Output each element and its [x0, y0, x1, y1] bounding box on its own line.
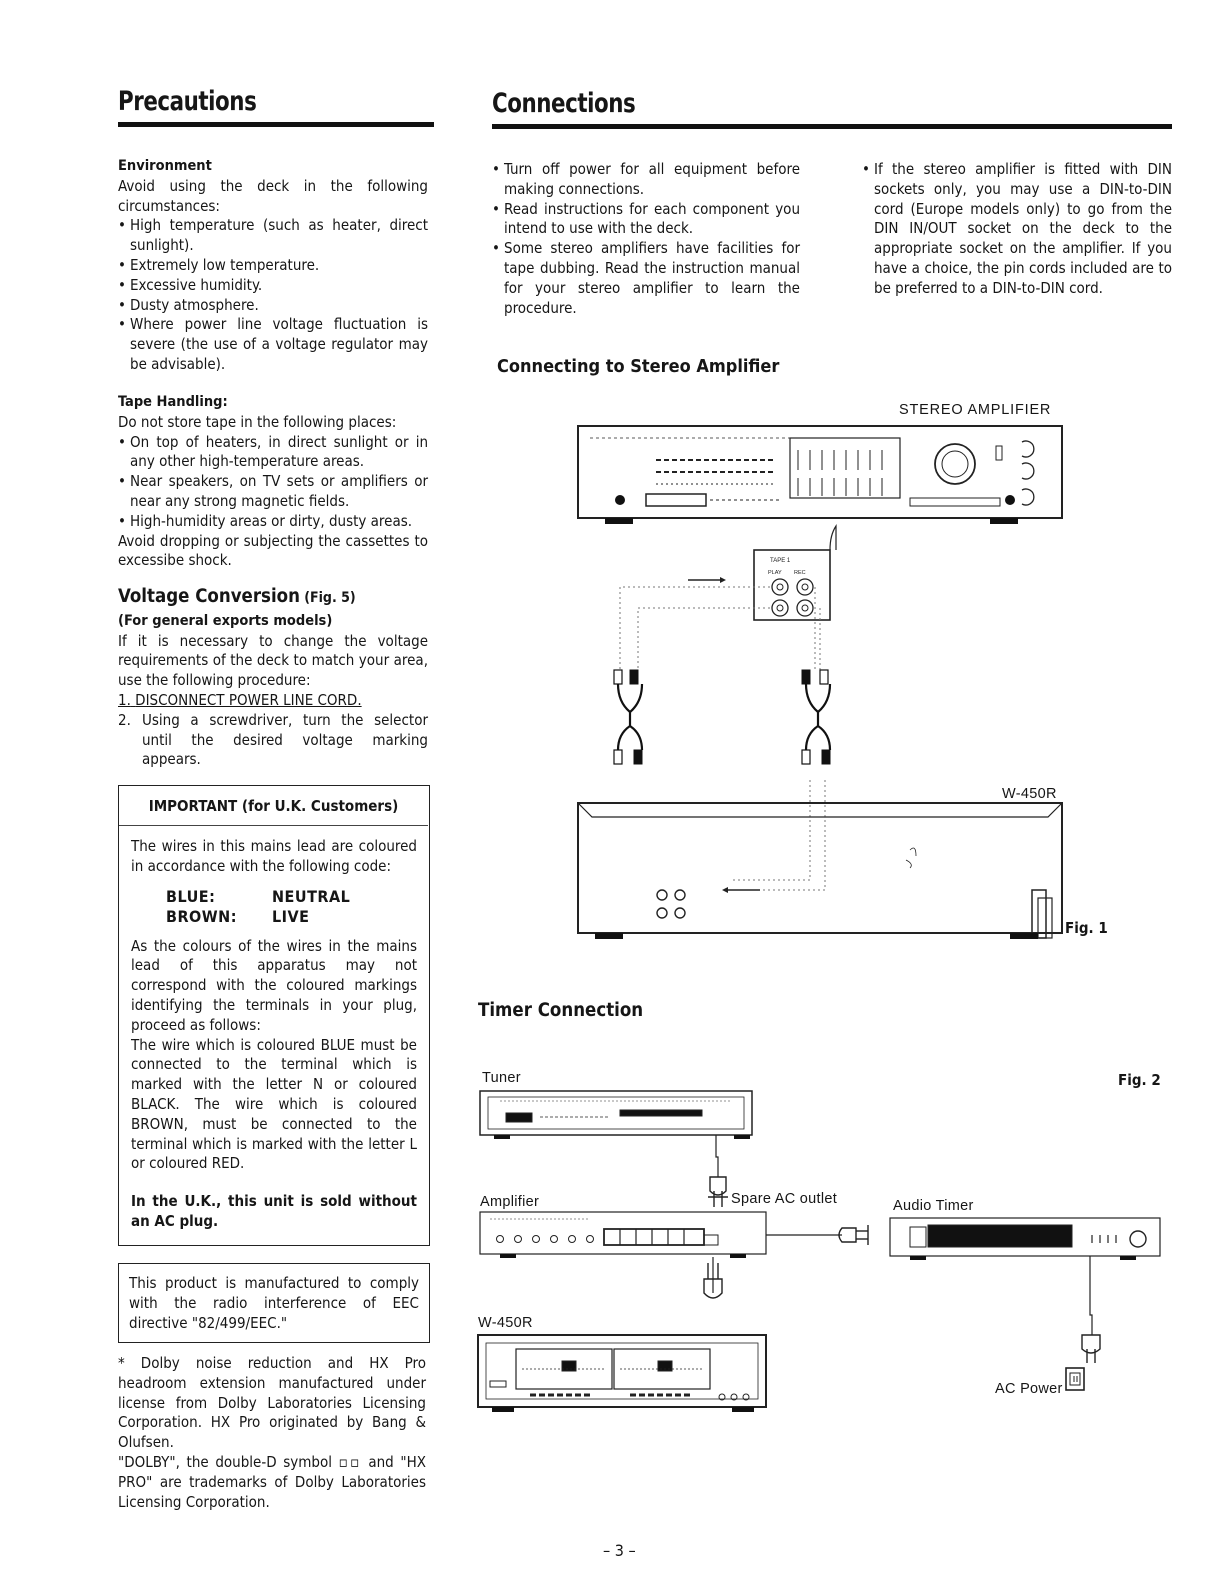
- amp-foot-left: [605, 518, 633, 524]
- deck-foot-right: [1010, 933, 1038, 939]
- tape-handling-section: [118, 393, 428, 571]
- audio-timer-drawing: [890, 1218, 1160, 1256]
- ac-power-label: AC Power: [995, 1381, 1063, 1397]
- connections-right-text: [862, 160, 1172, 299]
- audio-timer-label: Audio Timer: [893, 1198, 974, 1214]
- deck-front-drawing: [478, 1335, 766, 1407]
- arrow-to-deck-head: [722, 887, 728, 893]
- deck-foot-left: [595, 933, 623, 939]
- list-item: [118, 691, 428, 711]
- right-rca-cable-drawing: [802, 670, 830, 764]
- wire-code-table: [166, 887, 417, 927]
- deck-front-foot-left: [492, 1407, 514, 1412]
- tuner-foot-right: [734, 1135, 750, 1139]
- list-item: • Read instructions for each component you intend to use with the deck.: [492, 200, 800, 240]
- amp-fig2-foot-right: [730, 1254, 746, 1258]
- left-rca-cable-drawing: [614, 670, 642, 764]
- page-number: – 3 –: [603, 1541, 636, 1560]
- tape-handling-intro: Do not store tape in the following places:: [118, 412, 397, 431]
- step-text: Using a screwdriver, turn the selector until the desired voltage marking appears.: [142, 710, 428, 769]
- dolby-para2: "DOLBY", the double-D symbol ▫▫ and "HX PRO" are trademarks of Dolby Laboratories Licensing Corporation.: [118, 1452, 426, 1511]
- list-item: • Excessive humidity.: [118, 276, 428, 296]
- tuner-drawing: [480, 1091, 752, 1135]
- important-heading: IMPORTANT (for U.K. Customers): [148, 797, 399, 815]
- list-item: • Extremely low temperature.: [118, 256, 428, 276]
- rec-label: REC: [794, 570, 806, 576]
- amplifier-label: Amplifier: [480, 1194, 540, 1210]
- voltage-section: [118, 587, 428, 770]
- list-item: • Some stereo amplifiers have facilities for tape dubbing. Read the instruction manual for your stereo amplifier to learn the procedure.: [492, 239, 800, 318]
- precautions-rule: [118, 122, 434, 127]
- spare-ac-outlet-label: Spare AC outlet: [731, 1191, 838, 1207]
- important-header: [119, 786, 428, 826]
- tuner-power-cord: [716, 1135, 718, 1177]
- deck-rear-drawing: [578, 803, 1062, 938]
- step-text: DISCONNECT POWER LINE CORD.: [135, 690, 362, 709]
- tuner-foot-left: [494, 1135, 510, 1139]
- connections-title: Connections: [492, 88, 636, 119]
- list-item: • Turn off power for all equipment before making connections.: [492, 160, 800, 200]
- list-item: • If the stereo amplifier is fitted with DIN sockets only, you may use a DIN-to-DIN cord (Europe models only) to go from the DIN IN/OUT socket on the deck to the appropriate socket on the amplifier. If you have a choice, the pin cords included are to be preferred to a DIN-to-DIN cord.: [862, 160, 1172, 299]
- stereo-amplifier-label: STEREO AMPLIFIER: [899, 402, 1052, 418]
- fig1-cable-paths: [620, 587, 825, 890]
- timer-foot-left: [910, 1256, 926, 1260]
- play-label: PLAY: [768, 570, 782, 576]
- dolby-para1: * Dolby noise reduction and HX Pro headroom extension manufactured under license from Dolby Laboratories Licensing Corporation. HX Pro originated by Bang & Olufsen.: [118, 1354, 426, 1452]
- important-box: [118, 785, 430, 1246]
- important-note: In the U.K., this unit is sold without an AC plug.: [131, 1192, 417, 1230]
- environment-section: [118, 157, 428, 375]
- list-item: • High-humidity areas or dirty, dusty areas.: [118, 512, 428, 532]
- timer-heading: Timer Connection: [478, 1000, 644, 1021]
- stereo-amp-heading: Connecting to Stereo Amplifier: [497, 356, 780, 377]
- step-number: 1.: [118, 690, 131, 709]
- eec-box: [118, 1263, 430, 1343]
- tape-handling-heading: Tape Handling:: [118, 394, 228, 410]
- wire-meaning: LIVE: [272, 906, 310, 926]
- timer-plug-drawing: [1082, 1335, 1100, 1363]
- fig1-diagram: [570, 420, 1070, 950]
- important-para1: As the colours of the wires in the mains lead of this apparatus may not correspond with the coloured markings identifying the terminals in your plug, proceed as follows:: [131, 936, 417, 1034]
- w450r-label-fig2: W-450R: [478, 1315, 533, 1331]
- tuner-plug-drawing: [708, 1177, 728, 1207]
- wire-color: BROWN:: [166, 906, 237, 926]
- eec-text: This product is manufactured to comply with the radio interference of EEC directive "82/499/EEC.": [129, 1274, 419, 1332]
- important-para2: The wire which is coloured BLUE must be connected to the terminal which is marked with the letter N or coloured BLACK. The wire which is coloured BROWN, must be connected to the terminal which is marked with the letter L or coloured RED.: [131, 1035, 417, 1173]
- deck-front-foot-right: [732, 1407, 754, 1412]
- list-item: [118, 711, 428, 770]
- environment-list: [118, 216, 428, 374]
- stereo-amplifier-drawing: [578, 426, 1062, 518]
- voltage-subheading: (For general exports models): [118, 612, 333, 629]
- voltage-figref: (Fig. 5): [304, 590, 356, 606]
- amp-knob-drawing: [1005, 495, 1015, 505]
- important-intro: The wires in this mains lead are coloured in accordance with the following code:: [131, 837, 417, 875]
- voltage-intro: If it is necessary to change the voltage requirements of the deck to match your area, use the following procedure:: [118, 631, 428, 690]
- wire-color: BLUE:: [166, 886, 216, 906]
- timer-foot-right: [1120, 1256, 1136, 1260]
- dolby-note: [118, 1354, 426, 1512]
- tape-handling-list: [118, 433, 428, 532]
- wire-meaning: NEUTRAL: [272, 886, 351, 906]
- fig2-amplifier-drawing: [480, 1212, 766, 1254]
- important-body: [131, 837, 417, 1232]
- tuner-label: Tuner: [482, 1070, 521, 1086]
- list-item: • High temperature (such as heater, direct sunlight).: [118, 216, 428, 256]
- amp-timer-plug-drawing: [839, 1225, 868, 1245]
- environment-heading: Environment: [118, 158, 212, 174]
- step-number: 2.: [118, 710, 131, 729]
- environment-intro: Avoid using the deck in the following circumstances:: [118, 176, 428, 215]
- connections-rule: [492, 124, 1172, 129]
- amp-power-button-drawing: [615, 495, 625, 505]
- list-item: • On top of heaters, in direct sunlight or in any other high-temperature areas.: [118, 433, 428, 473]
- fig2-diagram: [470, 1085, 1170, 1430]
- connections-list-right: [862, 160, 1172, 299]
- tape1-label: TAPE 1: [770, 558, 791, 564]
- tape-handling-outro: Avoid dropping or subjecting the cassettes to excessibe shock.: [118, 531, 428, 570]
- list-item: • Near speakers, on TV sets or amplifiers or near any strong magnetic fields.: [118, 472, 428, 512]
- list-item: • Dusty atmosphere.: [118, 296, 428, 316]
- amp-fig2-foot-left: [500, 1254, 516, 1258]
- fig1-label: Fig. 1: [1065, 919, 1108, 937]
- timer-power-cord: [1090, 1256, 1092, 1335]
- list-item: • Where power line voltage fluctuation is severe (the use of a voltage regulator may be advisable).: [118, 315, 428, 374]
- precautions-title: Precautions: [118, 86, 257, 117]
- arrow-to-amp-head: [720, 577, 726, 583]
- wall-outlet-drawing: [1066, 1368, 1084, 1390]
- w450r-label: W-450R: [1002, 786, 1057, 802]
- connections-list-left: [492, 160, 800, 318]
- voltage-heading: Voltage Conversion: [118, 586, 300, 607]
- fig2-label: Fig. 2: [1118, 1071, 1161, 1089]
- amp-foot-right: [990, 518, 1018, 524]
- connections-left-text: [492, 160, 800, 318]
- voltage-steps: [118, 691, 428, 770]
